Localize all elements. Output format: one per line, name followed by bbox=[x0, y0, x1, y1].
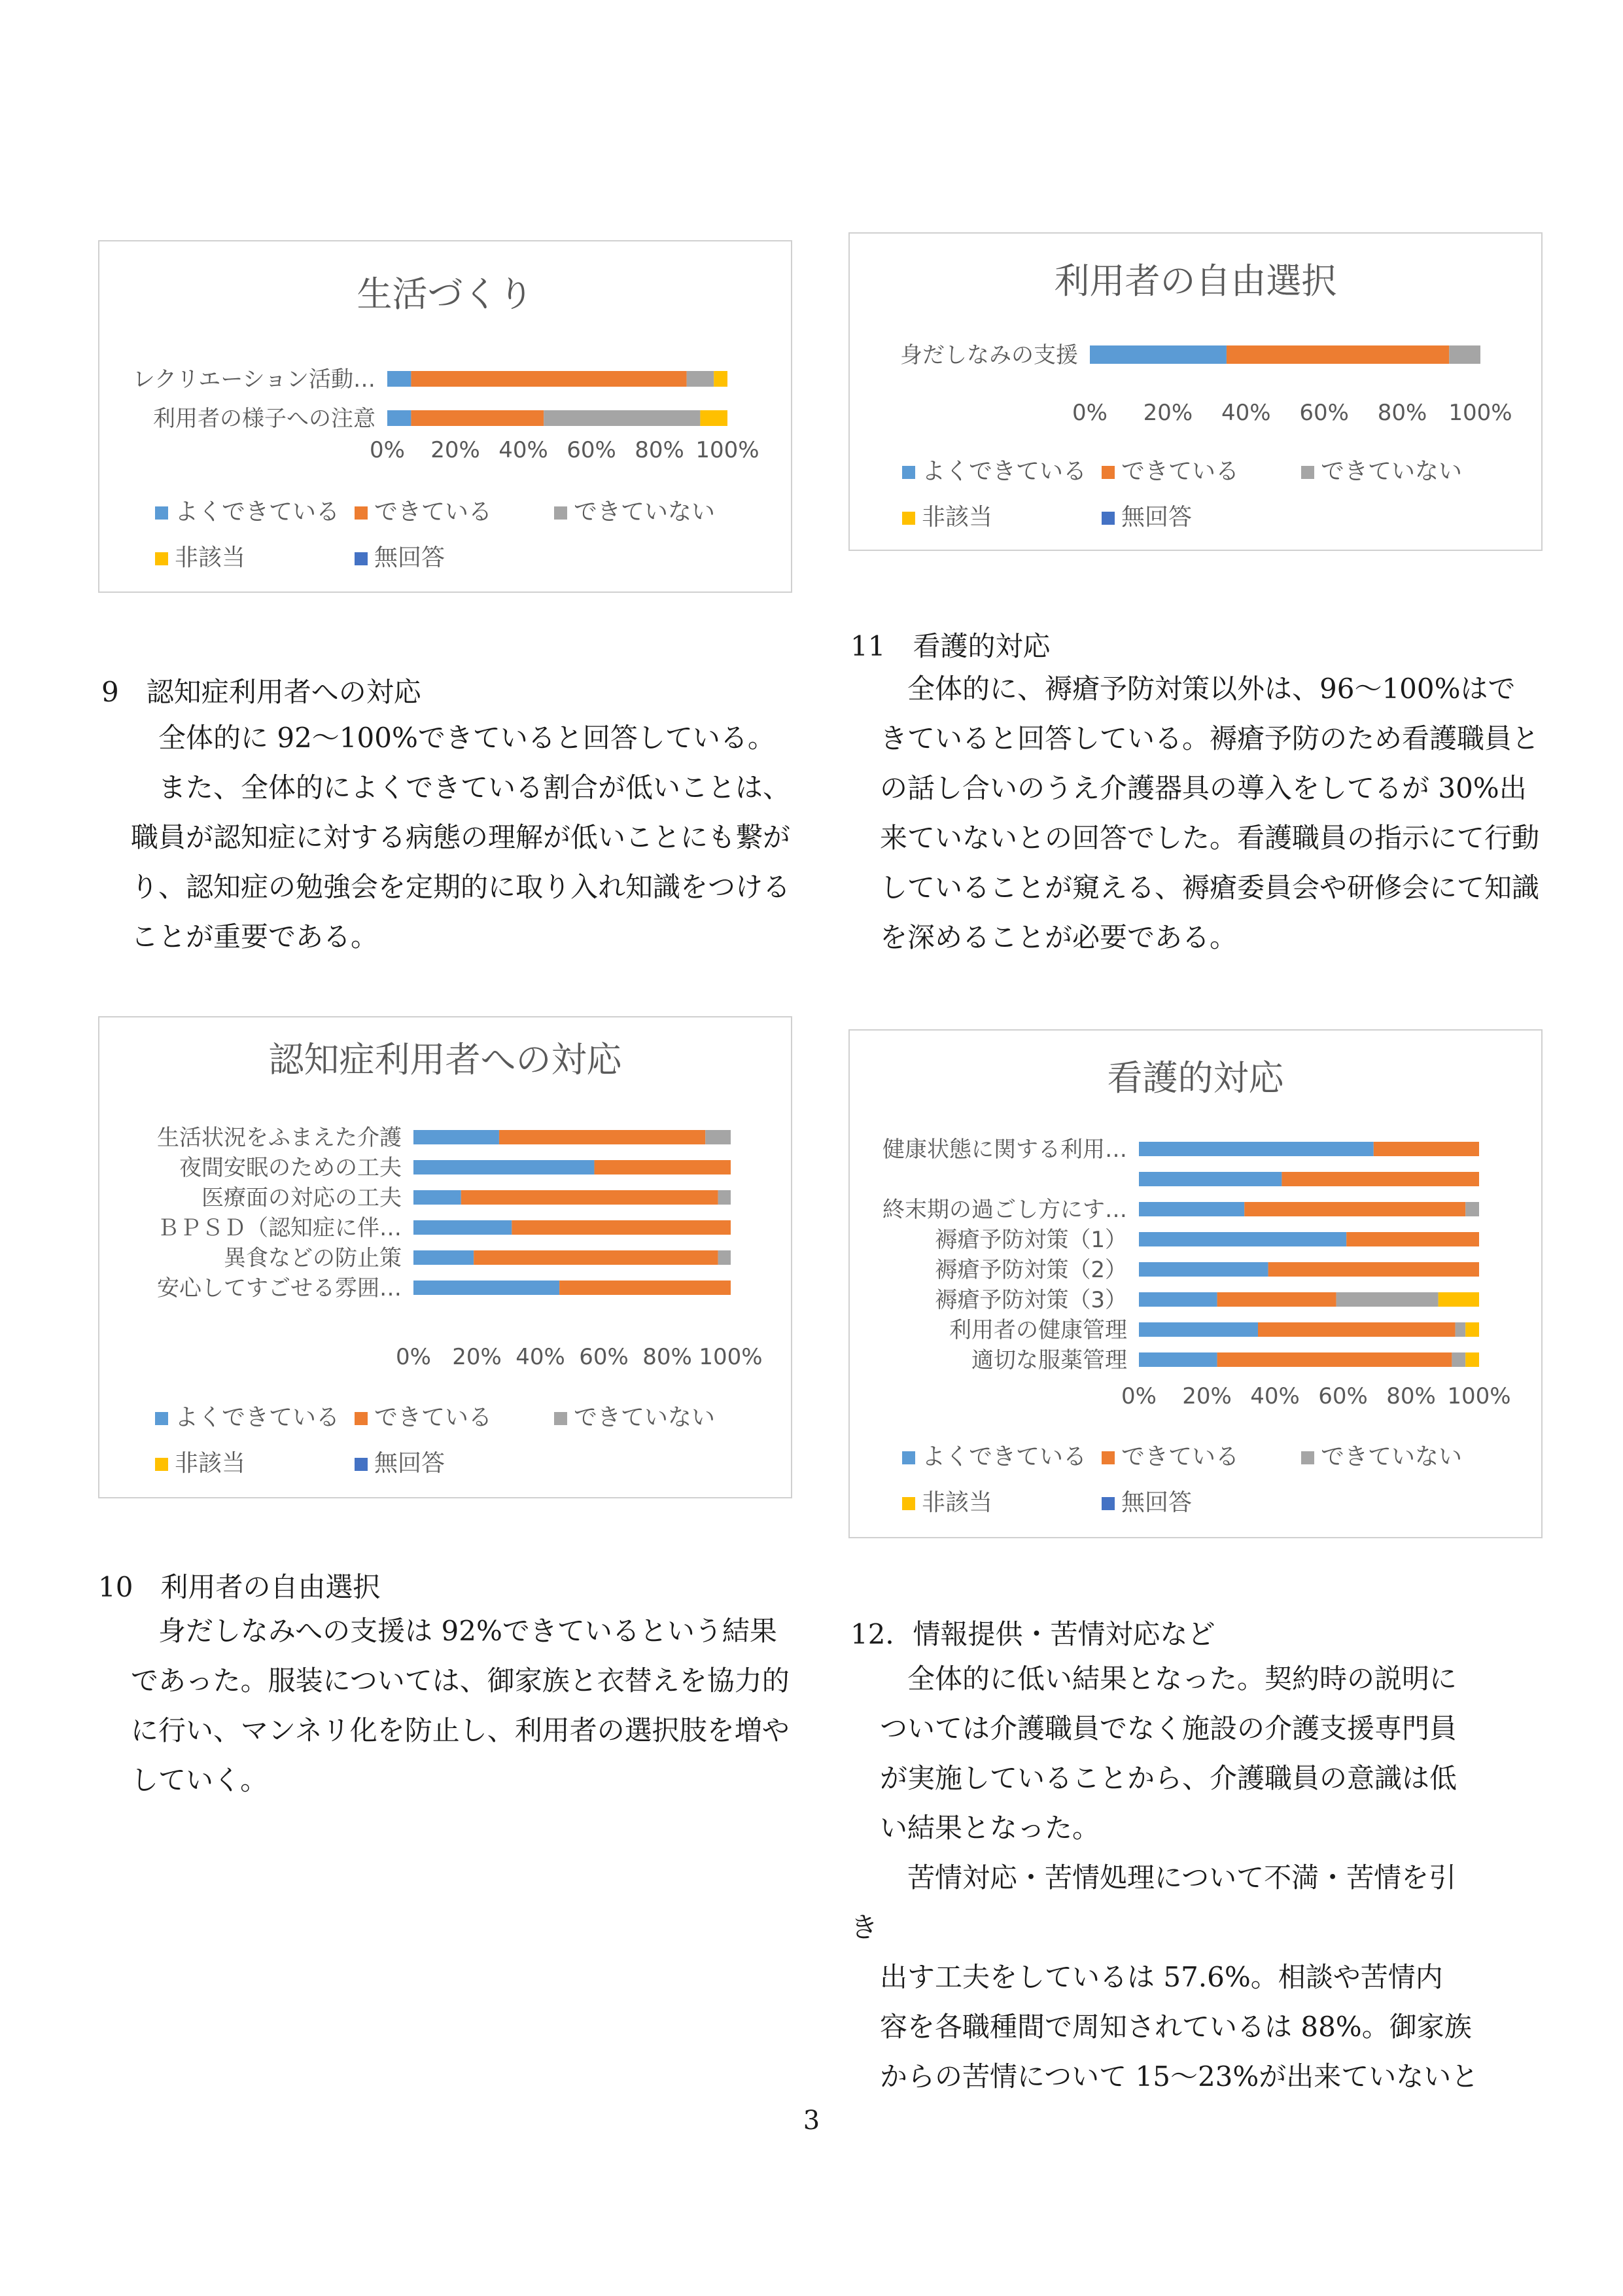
legend-label: 非該当 bbox=[175, 1450, 246, 1477]
bar-segment bbox=[1139, 1352, 1217, 1367]
bar-segment bbox=[411, 371, 686, 387]
legend-label: 非該当 bbox=[175, 544, 246, 571]
chart-ninchi bbox=[98, 1016, 792, 1498]
chart-legend bbox=[902, 453, 1524, 544]
legend-swatch bbox=[355, 552, 368, 565]
legend-swatch bbox=[902, 1451, 915, 1464]
legend-label: 無回答 bbox=[1121, 1489, 1193, 1516]
bar-segment bbox=[413, 1160, 594, 1174]
bar-segment bbox=[1139, 1322, 1258, 1337]
legend-swatch bbox=[355, 506, 368, 520]
legend-item bbox=[1102, 453, 1239, 486]
legend-label: よくできている bbox=[922, 1443, 1087, 1470]
category-label: 異食などの防止策 bbox=[224, 1245, 402, 1271]
bar-segment bbox=[1139, 1172, 1282, 1186]
legend-item bbox=[155, 1445, 245, 1478]
legend-swatch bbox=[355, 1412, 368, 1425]
x-tick-label: 40% bbox=[1221, 400, 1271, 426]
x-tick-label: 80% bbox=[1386, 1383, 1436, 1409]
bar-segment bbox=[499, 1130, 705, 1144]
legend-item bbox=[355, 493, 492, 527]
legend-swatch bbox=[155, 1458, 168, 1471]
section-12-line: き bbox=[850, 1911, 879, 1943]
legend-item bbox=[554, 1399, 715, 1432]
x-tick-label: 20% bbox=[430, 437, 480, 463]
chart-kango bbox=[848, 1029, 1543, 1538]
category-label: 生活状況をふまえた介護 bbox=[157, 1125, 402, 1151]
bar-segment bbox=[413, 1190, 461, 1205]
legend-label: できている bbox=[374, 1404, 493, 1431]
legend-item bbox=[902, 453, 1087, 486]
x-tick-label: 20% bbox=[1182, 1383, 1232, 1409]
bar-segment bbox=[411, 410, 544, 426]
bar-segment bbox=[718, 1190, 731, 1205]
bar-segment bbox=[387, 410, 411, 426]
legend-label: できていない bbox=[1321, 458, 1463, 485]
section-12-body bbox=[850, 1654, 1544, 2102]
bar-segment bbox=[1439, 1292, 1479, 1307]
section-9-paragraph: また、全体的によくできている割合が低いことは、職員が認知症に対する病態の理解が低いことにも繋がり、認知症の勉強会を定期的に取り入れ知識をつけることが重要である。 bbox=[131, 771, 791, 953]
bar-segment bbox=[413, 1280, 559, 1295]
legend-swatch bbox=[1102, 466, 1115, 479]
bar-segment bbox=[687, 371, 714, 387]
legend-label: 無回答 bbox=[1121, 504, 1193, 531]
x-tick-label: 40% bbox=[515, 1344, 565, 1370]
bar-segment bbox=[544, 410, 700, 426]
category-label: ＢＰＳＤ（認知症に伴… bbox=[157, 1215, 402, 1241]
bar-segment bbox=[1456, 1322, 1466, 1337]
x-tick-label: 60% bbox=[1299, 400, 1349, 426]
bar-segment bbox=[1217, 1352, 1452, 1367]
bar-segment bbox=[705, 1130, 731, 1144]
legend-label: できていない bbox=[574, 499, 716, 525]
bar-segment bbox=[1139, 1142, 1374, 1156]
bar-segment bbox=[1258, 1322, 1456, 1337]
x-tick-label: 80% bbox=[642, 1344, 692, 1370]
bar-segment bbox=[1217, 1292, 1336, 1307]
category-label: 夜間安眠のための工夫 bbox=[179, 1155, 402, 1181]
x-tick-label: 100% bbox=[1447, 1383, 1511, 1409]
legend-item bbox=[1102, 1438, 1239, 1472]
category-label: 身だしなみの支援 bbox=[900, 342, 1078, 368]
section-12-line: 容を各職種間で周知されているは 88%。御家族 bbox=[880, 2011, 1472, 2043]
x-tick-label: 100% bbox=[695, 437, 759, 463]
section-12-heading: 12．情報提供・苦情対応など bbox=[850, 1618, 1215, 1650]
bar-segment bbox=[718, 1250, 731, 1265]
legend-swatch bbox=[355, 1458, 368, 1471]
bar-segment bbox=[1449, 345, 1480, 364]
category-label: レクリエーション活動… bbox=[132, 366, 375, 393]
category-label: 利用者の様子への注意 bbox=[153, 406, 375, 432]
x-tick-label: 0% bbox=[1072, 400, 1108, 426]
legend-label: よくできている bbox=[175, 1404, 340, 1431]
bar-segment bbox=[1268, 1262, 1479, 1277]
x-tick-label: 100% bbox=[1448, 400, 1512, 426]
page-number: 3 bbox=[803, 2106, 820, 2136]
legend-item bbox=[155, 1399, 340, 1432]
bar-segment bbox=[413, 1220, 512, 1235]
bar-segment bbox=[1374, 1142, 1479, 1156]
legend-item bbox=[155, 539, 245, 573]
legend-item bbox=[554, 493, 715, 527]
legend-swatch bbox=[902, 466, 915, 479]
category-label: 適切な服薬管理 bbox=[971, 1347, 1127, 1373]
legend-label: よくできている bbox=[175, 499, 340, 525]
legend-label: できている bbox=[374, 499, 493, 525]
legend-item bbox=[902, 1438, 1087, 1472]
section-11-heading: 11 看護的対応 bbox=[850, 630, 1051, 662]
section-10-heading: 10 利用者の自由選択 bbox=[98, 1571, 381, 1603]
category-label: 健康状態に関する利用… bbox=[882, 1137, 1127, 1163]
bar-segment bbox=[1465, 1352, 1479, 1367]
bar-segment bbox=[1139, 1262, 1268, 1277]
legend-item bbox=[155, 493, 340, 527]
bar-segment bbox=[512, 1220, 731, 1235]
legend-item bbox=[355, 539, 445, 573]
chart-title: 生活づくり bbox=[357, 274, 534, 315]
section-11-paragraph: 全体的に、褥瘡予防対策以外は、96～100%はできていると回答している。褥瘡予防のため看護職員との話し合いのうえ介護器具の導入をしてるが 30%出来ていないとの回答でした。看護職員の指示にて行動していることが窺える、褥瘡委員会や研修会にて知識を深めることが必要である。 bbox=[880, 673, 1540, 953]
chart-title: 利用者の自由選択 bbox=[1054, 260, 1337, 302]
category-label: 終末期の過ごし方にす… bbox=[882, 1197, 1127, 1223]
bar-segment bbox=[1282, 1172, 1479, 1186]
x-tick-label: 40% bbox=[498, 437, 548, 463]
legend-swatch bbox=[155, 1412, 168, 1425]
legend-swatch bbox=[1102, 1451, 1115, 1464]
section-12-line: が実施していることから、介護職員の意識は低 bbox=[880, 1762, 1457, 1794]
bar-segment bbox=[1227, 345, 1449, 364]
chart-title: 認知症利用者への対応 bbox=[268, 1039, 622, 1080]
x-tick-label: 100% bbox=[699, 1344, 763, 1370]
legend-label: できている bbox=[1121, 1443, 1240, 1470]
legend-swatch bbox=[554, 1412, 567, 1425]
legend-label: できていない bbox=[1321, 1443, 1463, 1470]
bar-segment bbox=[1139, 1292, 1217, 1307]
bar-segment bbox=[700, 410, 727, 426]
legend-item bbox=[902, 499, 992, 532]
legend-label: 非該当 bbox=[922, 504, 993, 531]
section-10-paragraph: 身だしなみへの支援は 92%できているという結果であった。服装については、御家族と衣替えを協力的に行い、マンネリ化を防止し、利用者の選択肢を増やしていく。 bbox=[131, 1615, 790, 1796]
x-tick-label: 60% bbox=[567, 437, 616, 463]
bar-segment bbox=[1139, 1232, 1346, 1246]
bar-segment bbox=[1139, 1202, 1244, 1216]
x-tick-label: 80% bbox=[635, 437, 684, 463]
section-11-body bbox=[880, 664, 1541, 963]
section-12-line: い結果となった。 bbox=[880, 1812, 1100, 1844]
bar-segment bbox=[413, 1250, 474, 1265]
bar-segment bbox=[387, 371, 411, 387]
x-tick-label: 0% bbox=[396, 1344, 431, 1370]
bar-segment bbox=[413, 1130, 499, 1144]
category-label: 褥瘡予防対策（2） bbox=[935, 1257, 1127, 1283]
bar-segment bbox=[714, 371, 727, 387]
section-12-line: ついては介護職員でなく施設の介護支援専門員 bbox=[880, 1712, 1457, 1744]
legend-swatch bbox=[902, 1497, 915, 1510]
bar-segment bbox=[1244, 1202, 1465, 1216]
x-tick-label: 0% bbox=[1121, 1383, 1157, 1409]
section-10-body bbox=[131, 1606, 790, 1805]
category-label: 利用者の健康管理 bbox=[949, 1317, 1127, 1343]
chart-title: 看護的対応 bbox=[1107, 1057, 1284, 1099]
legend-label: よくできている bbox=[922, 458, 1087, 485]
legend-swatch bbox=[1301, 466, 1314, 479]
bar-segment bbox=[559, 1280, 731, 1295]
x-tick-label: 80% bbox=[1377, 400, 1427, 426]
legend-item bbox=[1102, 1484, 1192, 1517]
legend-item bbox=[1301, 453, 1462, 486]
bar-segment bbox=[1465, 1202, 1479, 1216]
legend-label: 無回答 bbox=[374, 1450, 445, 1477]
legend-swatch bbox=[1301, 1451, 1314, 1464]
section-9-heading: 9 認知症利用者への対応 bbox=[101, 676, 421, 708]
chart-legend bbox=[155, 493, 777, 585]
section-12-line: 全体的に低い結果となった。契約時の説明に bbox=[880, 1663, 1457, 1695]
legend-swatch bbox=[902, 512, 915, 525]
section-9-paragraph: 全体的に 92～100%できていると回答している。 bbox=[131, 722, 775, 754]
legend-swatch bbox=[155, 506, 168, 520]
section-12-line: 出す工夫をしているは 57.6%。相談や苦情内 bbox=[880, 1961, 1443, 1993]
legend-label: 非該当 bbox=[922, 1489, 993, 1516]
section-12-line: 苦情対応・苦情処理について不満・苦情を引 bbox=[880, 1862, 1457, 1894]
x-tick-label: 20% bbox=[1143, 400, 1193, 426]
chart-legend bbox=[155, 1399, 777, 1491]
legend-item bbox=[355, 1445, 445, 1478]
category-label: 褥瘡予防対策（1） bbox=[935, 1227, 1127, 1253]
category-label: 安心してすごせる雰囲… bbox=[157, 1275, 402, 1301]
legend-swatch bbox=[155, 552, 168, 565]
x-tick-label: 40% bbox=[1250, 1383, 1300, 1409]
bar-segment bbox=[461, 1190, 718, 1205]
legend-label: できている bbox=[1121, 458, 1240, 485]
legend-swatch bbox=[1102, 1497, 1115, 1510]
category-label: 医療面の対応の工夫 bbox=[201, 1185, 402, 1211]
chart-jiyu bbox=[848, 232, 1543, 551]
section-9-body bbox=[131, 713, 790, 962]
section-12-line: からの苦情について 15～23%が出来ていないと bbox=[880, 2060, 1479, 2093]
legend-label: 無回答 bbox=[374, 544, 445, 571]
legend-item bbox=[1301, 1438, 1462, 1472]
bar-segment bbox=[1465, 1322, 1479, 1337]
chart-legend bbox=[902, 1438, 1524, 1530]
category-label: 褥瘡予防対策（3） bbox=[935, 1287, 1127, 1313]
bar-segment bbox=[1336, 1292, 1439, 1307]
bar-segment bbox=[1452, 1352, 1465, 1367]
x-tick-label: 20% bbox=[452, 1344, 502, 1370]
legend-item bbox=[355, 1399, 492, 1432]
legend-item bbox=[902, 1484, 992, 1517]
x-tick-label: 0% bbox=[370, 437, 405, 463]
bar-segment bbox=[594, 1160, 731, 1174]
chart-seikatsu bbox=[98, 240, 792, 593]
x-tick-label: 60% bbox=[579, 1344, 629, 1370]
bar-segment bbox=[1346, 1232, 1479, 1246]
legend-item bbox=[1102, 499, 1192, 532]
legend-swatch bbox=[554, 506, 567, 520]
bar-segment bbox=[1090, 345, 1227, 364]
legend-swatch bbox=[1102, 512, 1115, 525]
x-tick-label: 60% bbox=[1318, 1383, 1368, 1409]
bar-segment bbox=[474, 1250, 718, 1265]
legend-label: できていない bbox=[574, 1404, 716, 1431]
